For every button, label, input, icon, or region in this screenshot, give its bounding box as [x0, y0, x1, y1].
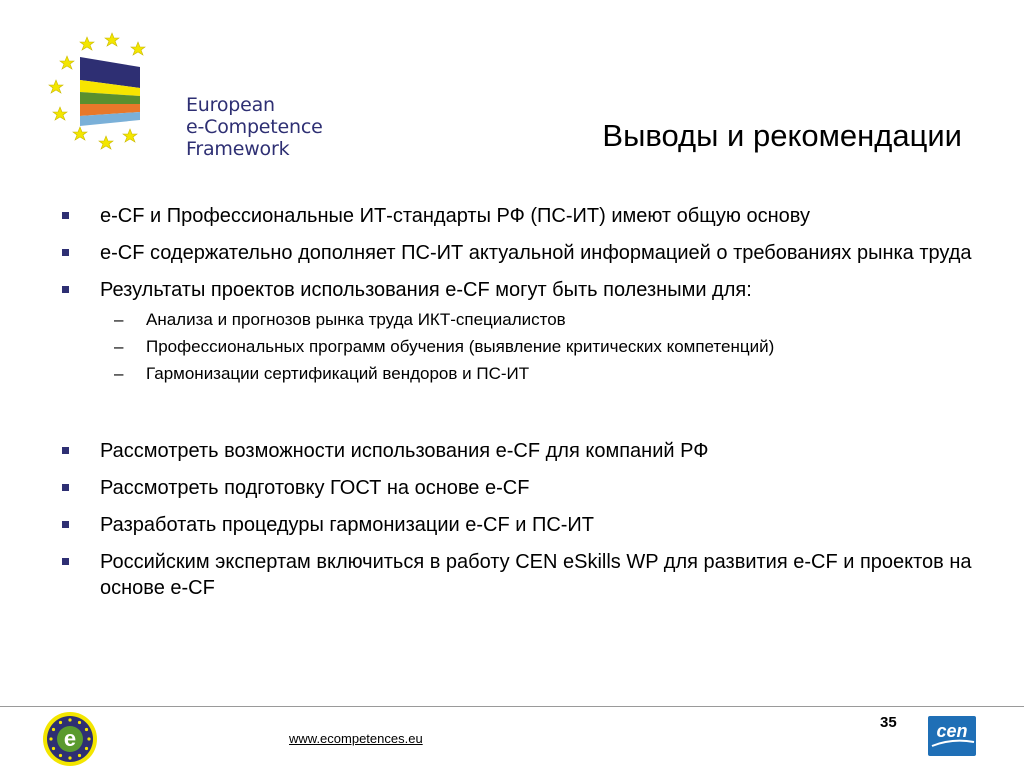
star-8: [99, 136, 113, 149]
sub-bullet-item: [62, 363, 972, 385]
badge-star-10: [49, 737, 52, 740]
bullet-item: [62, 475, 972, 501]
bullet-item: [62, 240, 972, 266]
logo-line-1: European: [186, 94, 275, 116]
star-6: [53, 107, 67, 120]
bullet-square-icon: [62, 521, 69, 528]
badge-star-6: [78, 754, 81, 757]
badge-star-7: [68, 756, 71, 759]
sub-bullet-item: [62, 336, 972, 358]
badge-star-1: [68, 718, 71, 721]
bullet-text: Результаты проектов использования e-CF могут быть полезными для:: [100, 279, 752, 301]
bullet-square-icon: [62, 558, 69, 565]
sub-bullet-item: [62, 309, 972, 331]
bullet-text: Российским экспертам включиться в работу CEN eSkills WP для развития e-CF и проектов на основе e-CF: [100, 551, 972, 599]
badge-letter: e: [63, 726, 77, 751]
slide-content: [62, 203, 972, 612]
cen-logo: [928, 716, 976, 762]
ecf-logo-text: [186, 94, 323, 160]
badge-star-11: [52, 728, 55, 731]
star-4: [60, 56, 74, 69]
bullet-square-icon: [62, 212, 69, 219]
bullet-item: [62, 549, 972, 601]
bullet-text: Разработать процедуры гармонизации e-CF и ПС-ИТ: [100, 514, 595, 536]
ecf-logo: [40, 30, 323, 160]
star-7: [73, 127, 87, 140]
badge-star-8: [59, 754, 62, 757]
sub-bullet-dash: –: [114, 337, 124, 356]
bullet-item: [62, 512, 972, 538]
section-gap: [62, 390, 972, 438]
star-9: [123, 129, 137, 142]
bullet-square-icon: [62, 484, 69, 491]
bullet-square-icon: [62, 447, 69, 454]
bullet-square-icon: [62, 249, 69, 256]
badge-star-4: [87, 737, 90, 740]
badge-star-5: [85, 747, 88, 750]
ecompetences-badge-icon: [42, 711, 98, 767]
bullet-item: [62, 203, 972, 229]
badge-star-3: [85, 728, 88, 731]
badge-star-2: [78, 721, 81, 724]
bullet-text: e-CF и Профессиональные ИТ-стандарты РФ (ПС-ИТ) имеют общую основу: [100, 205, 810, 227]
star-2: [105, 33, 119, 46]
logo-line-2: e-Competence: [186, 116, 323, 138]
bullet-item: [62, 277, 972, 303]
cen-logo-text: cen: [936, 721, 968, 741]
sub-bullet-dash: –: [114, 364, 124, 383]
footer-divider: [0, 706, 1024, 707]
bullet-item: [62, 438, 972, 464]
sub-bullet-dash: –: [114, 310, 124, 329]
badge-star-9: [52, 747, 55, 750]
sub-bullet-text: Профессиональных программ обучения (выявление критических компетенций): [146, 337, 775, 356]
page-number: 35: [880, 714, 897, 731]
cen-logo-icon: [928, 716, 976, 762]
sub-bullet-text: Анализа и прогнозов рынка труда ИКТ-специалистов: [146, 310, 566, 329]
badge-star-12: [59, 721, 62, 724]
website-link[interactable]: www.ecompetences.eu: [289, 731, 423, 746]
bullet-text: e-CF содержательно дополняет ПС-ИТ актуальной информацией о требованиях рынка труда: [100, 242, 972, 264]
sub-bullet-text: Гармонизации сертификаций вендоров и ПС-ИТ: [146, 364, 530, 383]
star-3: [131, 42, 145, 55]
ecompetences-badge: [42, 711, 98, 767]
bullet-square-icon: [62, 286, 69, 293]
star-5: [49, 80, 63, 93]
slide-title: Выводы и рекомендации: [602, 118, 962, 153]
bullet-text: Рассмотреть подготовку ГОСТ на основе e-CF: [100, 477, 530, 499]
bullet-text: Рассмотреть возможности использования e-CF для компаний РФ: [100, 440, 709, 462]
logo-line-3: Framework: [186, 138, 290, 160]
star-1: [80, 37, 94, 50]
